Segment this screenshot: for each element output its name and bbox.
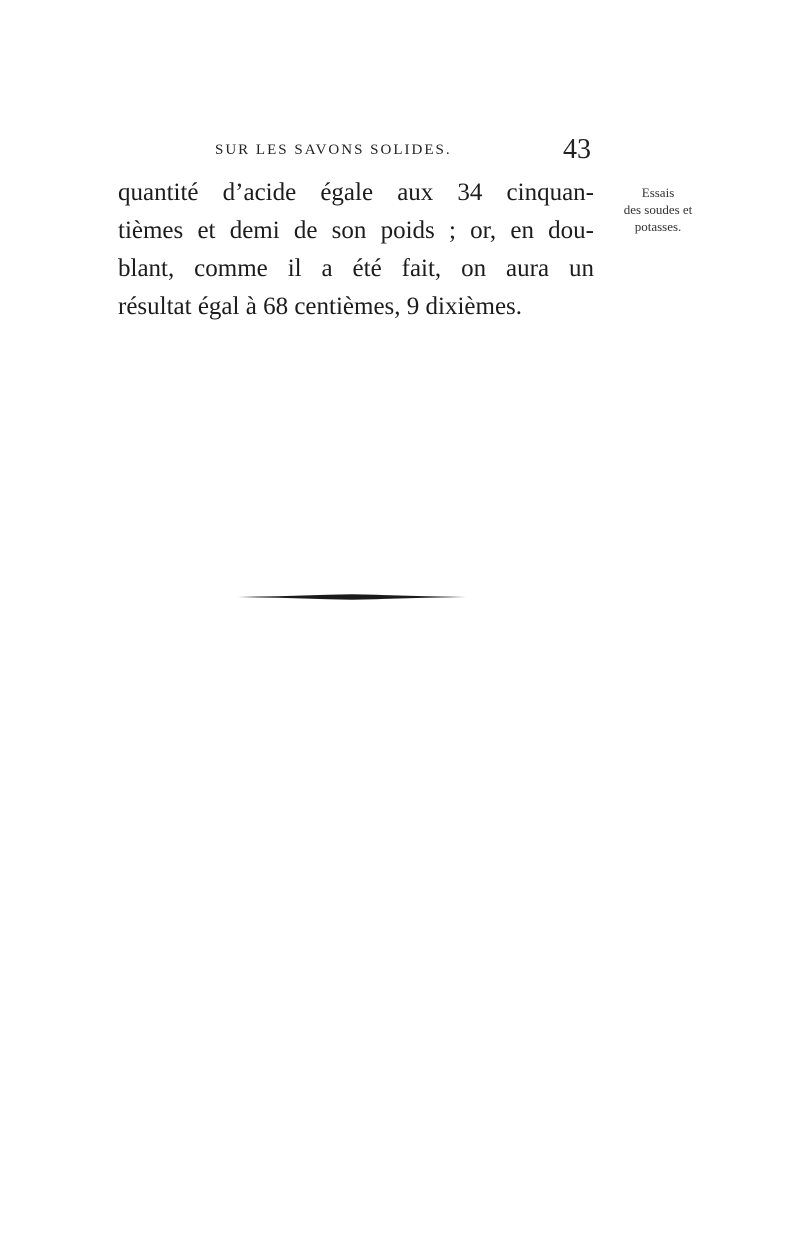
body-line: résultat égal à 68 centièmes, 9 dixièmes. bbox=[118, 293, 523, 320]
margin-note-line: des soudes et bbox=[623, 202, 693, 217]
running-head: SUR LES SAVONS SOLIDES. bbox=[215, 142, 452, 158]
body-line: quantité d’acide égale aux 34 cinquan- bbox=[118, 179, 594, 206]
margin-note-line: potasses. bbox=[634, 219, 682, 234]
page-number: 43 bbox=[563, 134, 591, 165]
body-paragraph bbox=[118, 174, 594, 326]
margin-note bbox=[603, 184, 713, 235]
body-line: tièmes et demi de son poids ; or, en dou- bbox=[118, 217, 594, 244]
body-line: blant, comme il a été fait, on aura un bbox=[118, 255, 594, 282]
section-end-rule bbox=[238, 592, 466, 602]
margin-note-line: Essais bbox=[641, 185, 675, 200]
